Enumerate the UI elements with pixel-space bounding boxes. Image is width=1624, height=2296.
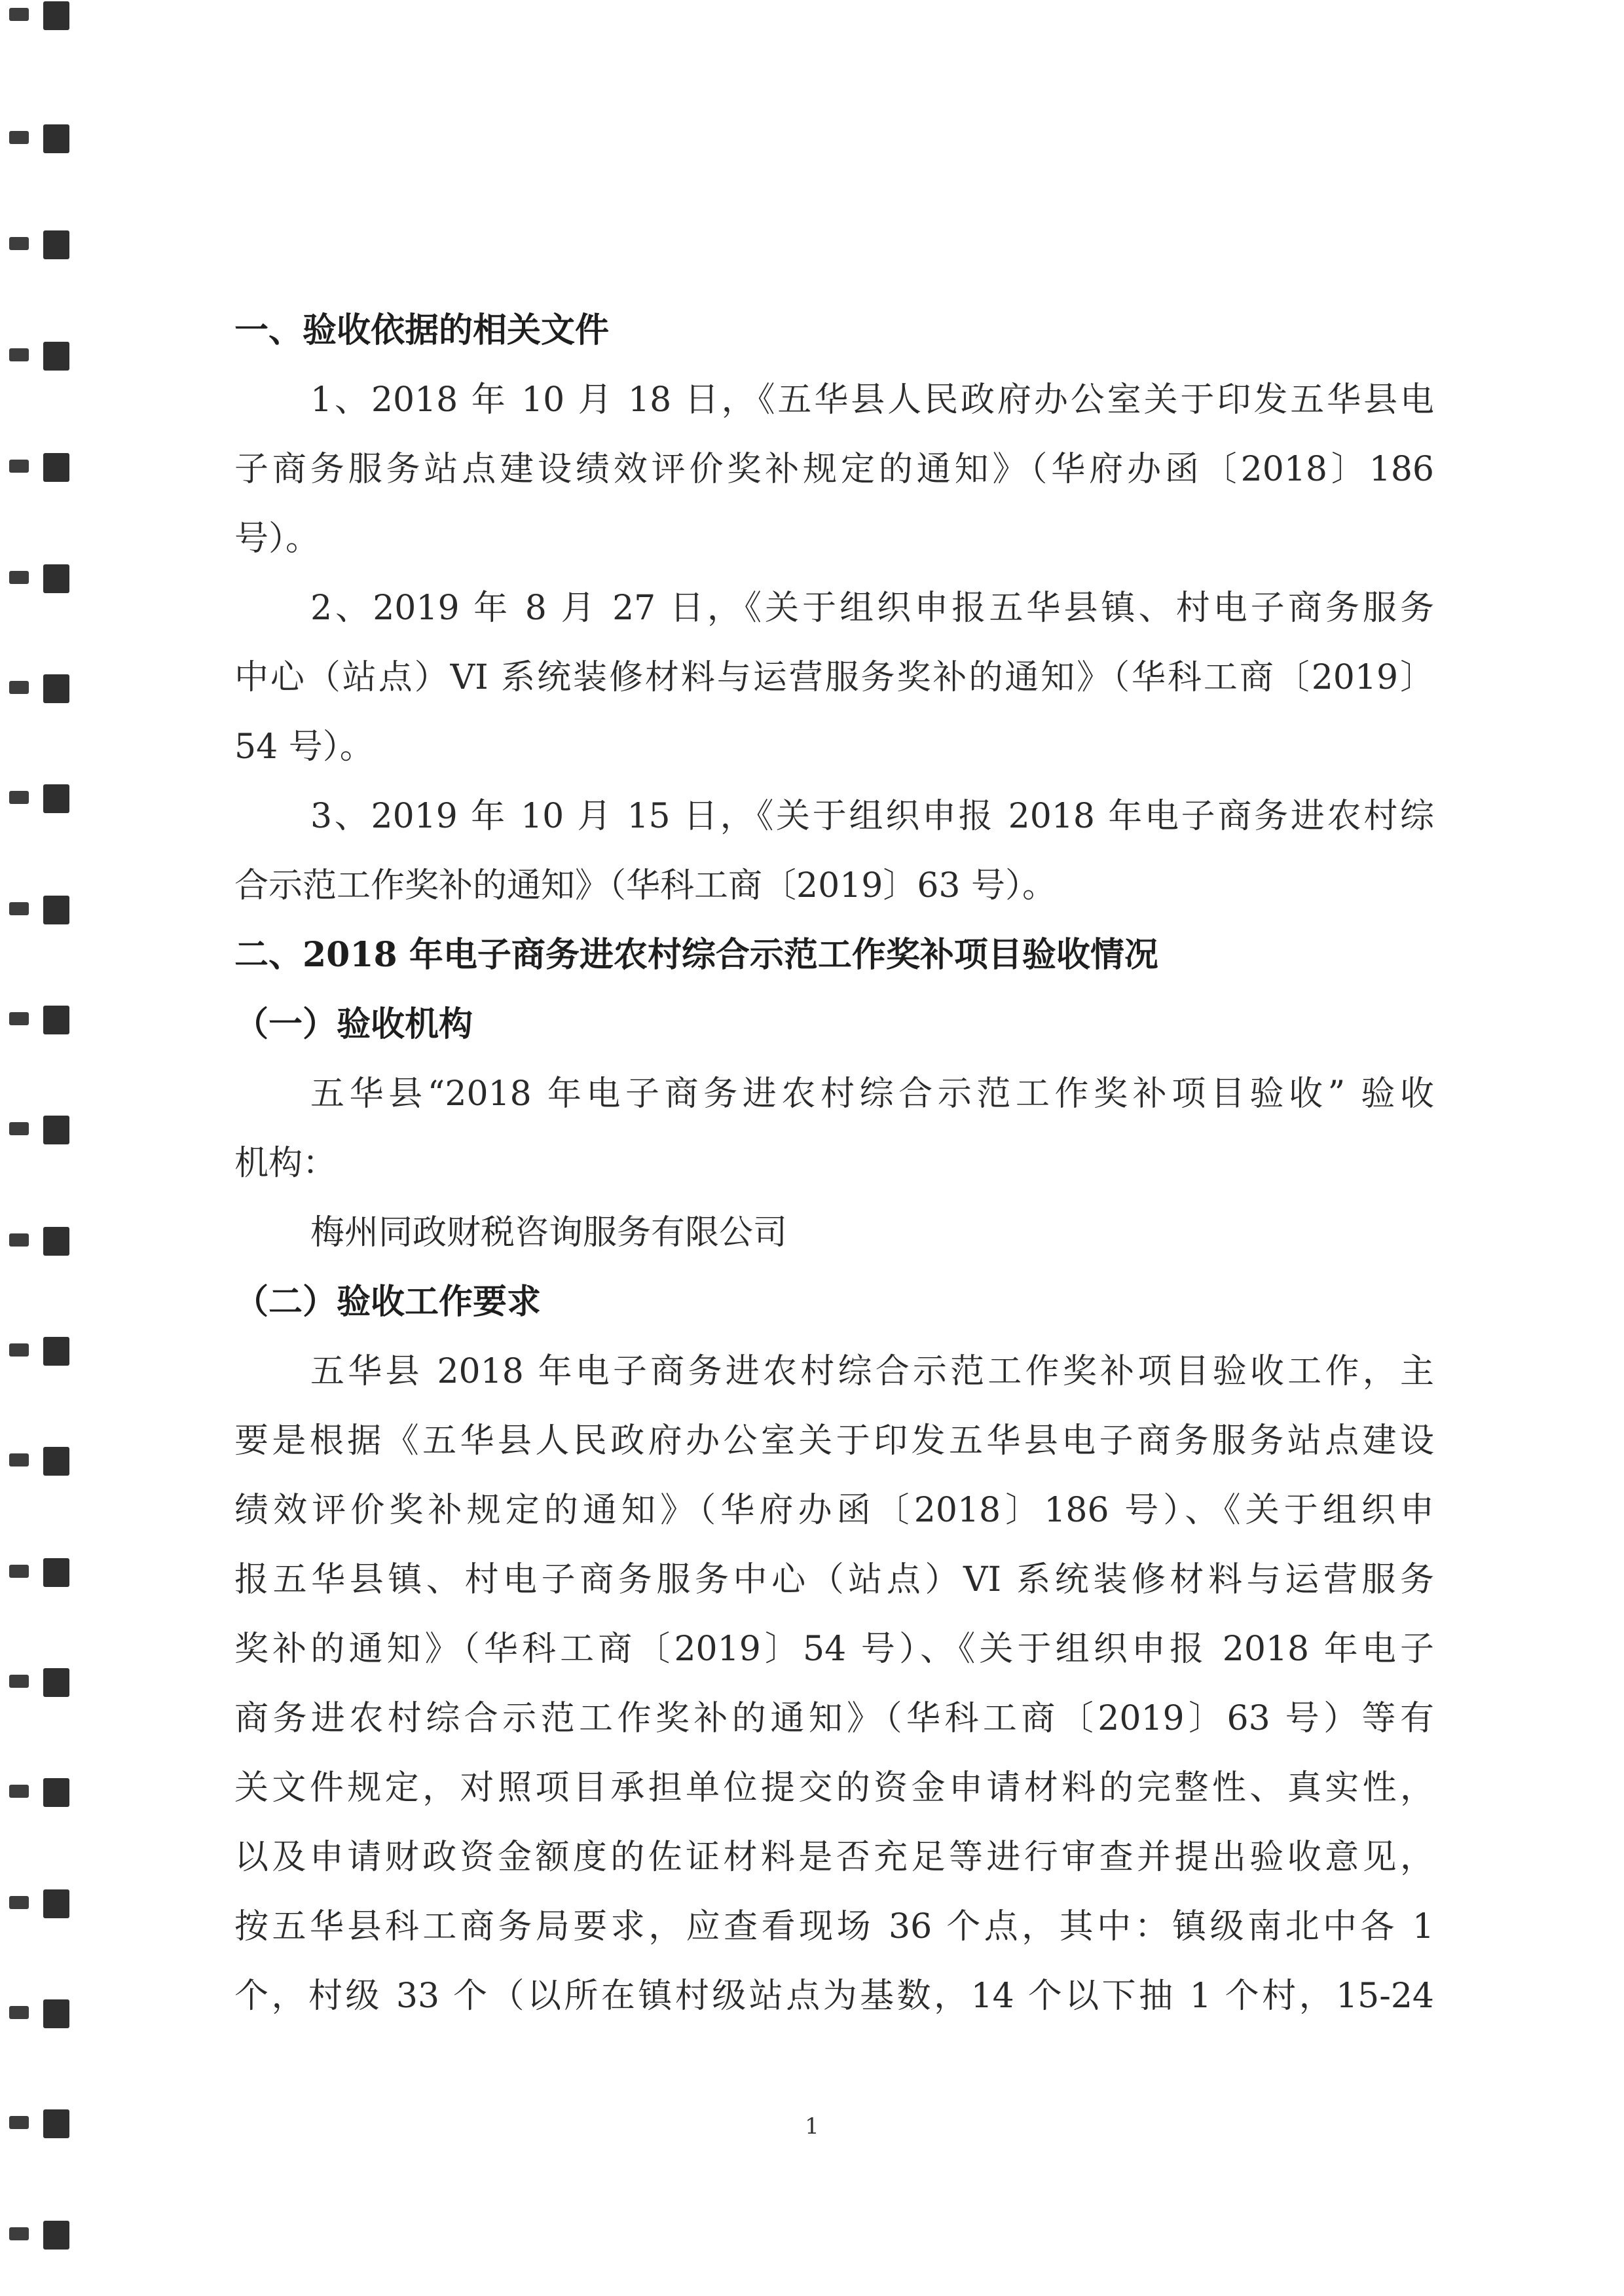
binding-hole (9, 453, 69, 482)
paragraph-line: 子商务服务站点建设绩效评价奖补规定的通知》（华府办函〔2018〕186 (234, 450, 1434, 489)
binding-hole (9, 1337, 69, 1366)
binding-hole (9, 1778, 69, 1807)
paragraph-line: 梅州同政财税咨询服务有限公司 (310, 1213, 788, 1252)
subsection-heading: （一）验收机构 (234, 1004, 473, 1044)
paragraph-line: 绩效评价奖补规定的通知》（华府办函〔2018〕186 号）、《关于组织申 (234, 1491, 1434, 1530)
binding-hole (9, 1889, 69, 1918)
binding-hole (9, 342, 69, 371)
binding-hole (9, 1999, 69, 2028)
paragraph-line: 1、2018 年 10 月 18 日，《五华县人民政府办公室关于印发五华县电 (310, 380, 1434, 420)
binding-hole (9, 896, 69, 924)
binding-hole (9, 230, 69, 259)
binding-hole (9, 1227, 69, 1256)
paragraph-line: 个，村级 33 个（以所在镇村级站点为基数，14 个以下抽 1 个村，15-24 (234, 1977, 1434, 2016)
binding-holes (0, 0, 85, 2296)
binding-hole (9, 674, 69, 703)
paragraph-line: 五华县“2018 年电子商务进农村综合示范工作奖补项目验收” 验收 (310, 1074, 1434, 1114)
paragraph-line: 号）。 (234, 519, 320, 558)
binding-hole (9, 784, 69, 813)
paragraph-line: 中心（站点）VI 系统装修材料与运营服务奖补的通知》（华科工商〔2019〕 (234, 658, 1434, 697)
paragraph-line: 以及申请财政资金额度的佐证材料是否充足等进行审查并提出验收意见， (234, 1838, 1434, 1877)
paragraph-line: 奖补的通知》（华科工商〔2019〕54 号）、《关于组织申报 2018 年电子 (234, 1630, 1434, 1669)
paragraph-line: 商务进农村综合示范工作奖补的通知》（华科工商〔2019〕63 号）等有 (234, 1699, 1434, 1738)
paragraph-line: 按五华县科工商务局要求，应查看现场 36 个点，其中：镇级南北中各 1 (234, 1907, 1434, 1946)
binding-hole (9, 1668, 69, 1697)
document-body (234, 296, 1434, 2031)
binding-hole (9, 1447, 69, 1476)
binding-hole (9, 564, 69, 593)
paragraph-line: 2、2019 年 8 月 27 日，《关于组织申报五华县镇、村电子商务服务 (310, 589, 1434, 628)
binding-hole (9, 1558, 69, 1587)
paragraph-line: 合示范工作奖补的通知》（华科工商〔2019〕63 号）。 (234, 866, 1057, 905)
binding-hole (9, 2221, 69, 2250)
paragraph-line: 要是根据《五华县人民政府办公室关于印发五华县电子商务服务站点建设 (234, 1421, 1434, 1461)
paragraph-line: 54 号）。 (234, 727, 374, 767)
page-number: 1 (805, 2113, 819, 2140)
paragraph-line: 关文件规定，对照项目承担单位提交的资金申请材料的完整性、真实性， (234, 1768, 1434, 1808)
paragraph-line: 3、2019 年 10 月 15 日，《关于组织申报 2018 年电子商务进农村综 (310, 797, 1434, 836)
section-heading: 一、验收依据的相关文件 (234, 310, 610, 350)
binding-hole (9, 1116, 69, 1144)
paragraph-line: 机构： (234, 1144, 337, 1183)
paragraph-line: 五华县 2018 年电子商务进农村综合示范工作奖补项目验收工作，主 (310, 1352, 1434, 1391)
binding-hole (9, 1, 69, 30)
section-heading: 二、2018 年电子商务进农村综合示范工作奖补项目验收情况 (234, 935, 1158, 975)
binding-hole (9, 124, 69, 153)
paragraph-line: 报五华县镇、村电子商务服务中心（站点）VI 系统装修材料与运营服务 (234, 1560, 1434, 1599)
subsection-heading: （二）验收工作要求 (234, 1282, 542, 1322)
binding-hole (9, 1006, 69, 1034)
